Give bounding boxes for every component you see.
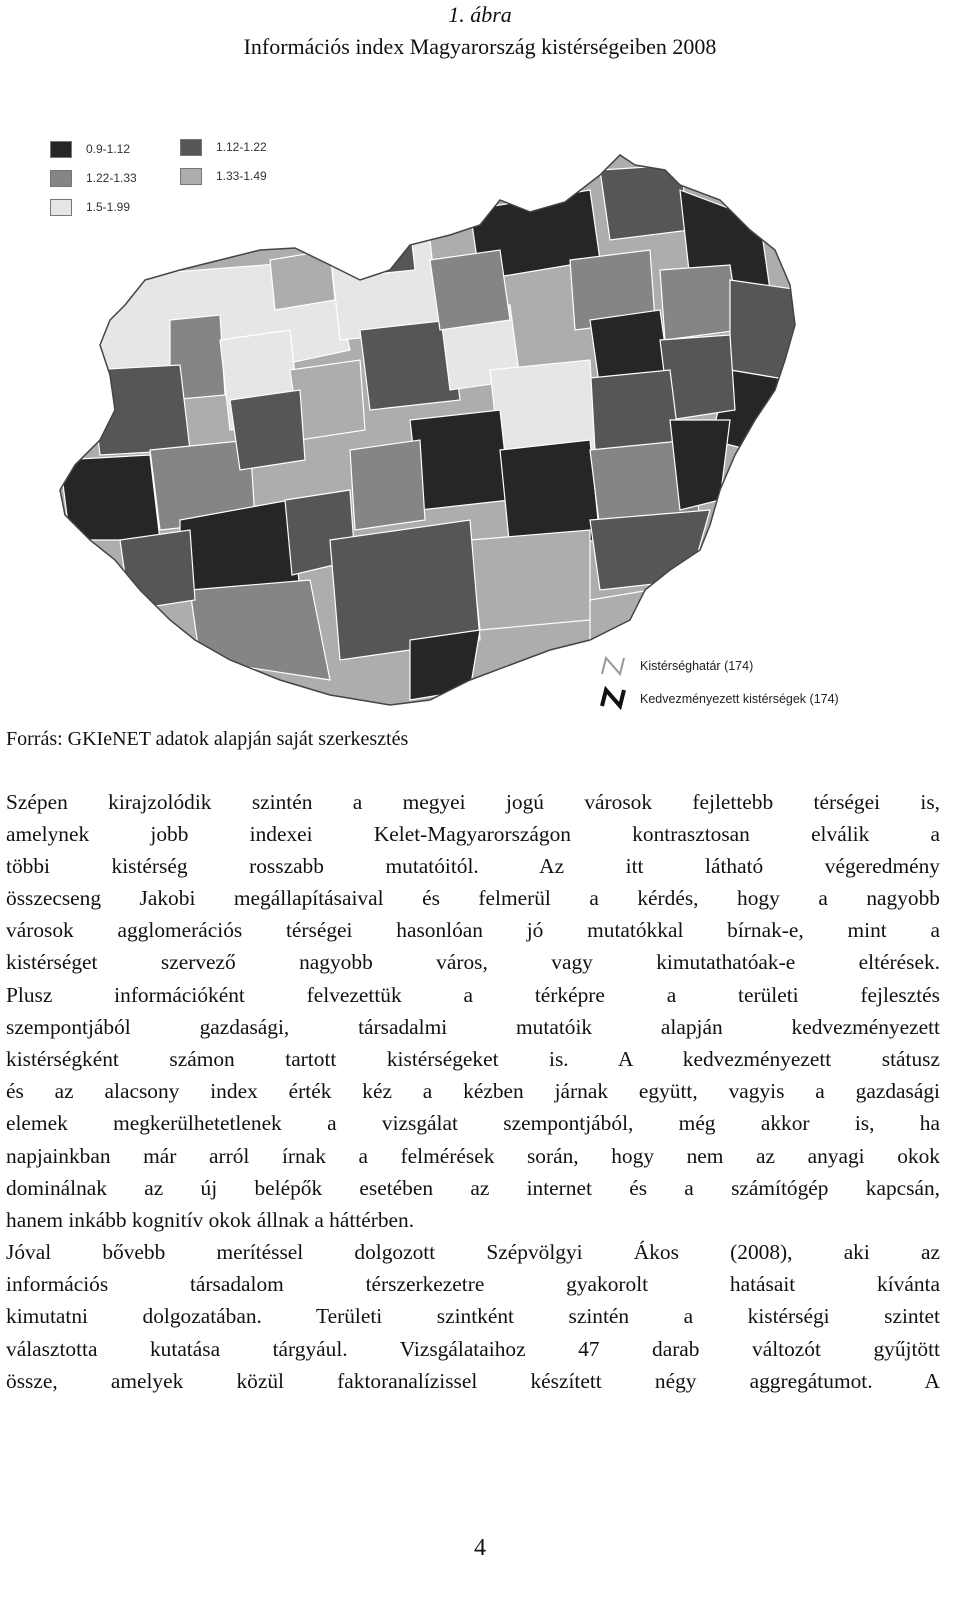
hungary-choropleth-map — [30, 120, 940, 720]
body-line: szempontjából gazdasági, társadalmi mutatóik alapján kedvezményezett — [6, 1015, 940, 1039]
body-line: dominálnak az új belépők esetében az internet és a számítógép kapcsán, — [6, 1176, 940, 1200]
bold-n-line-icon — [598, 686, 630, 710]
figure-number: 1. ábra — [448, 2, 512, 27]
body-line: Szépen kirajzolódik szintén a megyei jogú városok fejlettebb térségei is, — [6, 790, 940, 814]
thin-n-line-icon — [598, 654, 630, 678]
body-line: városok agglomerációs térségei hasonlóan jó mutatókkal bírnak-e, mint a — [6, 918, 940, 942]
legend-swatch-3 — [50, 170, 72, 187]
legend-swatch-5 — [50, 199, 72, 216]
body-line: kistérségként számon tartott kistérségeket is. A kedvezményezett státusz — [6, 1047, 940, 1071]
body-line: össze, amelyek közül faktoranalízissel készített négy aggregátumot. A — [6, 1369, 940, 1393]
body-line: választotta kutatása tárgyául. Vizsgálataihoz 47 darab változót gyűjtött — [6, 1337, 940, 1361]
body-line: és az alacsony index érték kéz a kézben járnak együtt, vagyis a gazdasági — [6, 1079, 940, 1103]
legend-label-5: 1.5-1.99 — [86, 200, 131, 214]
legend-label-4: 1.33-1.49 — [216, 169, 267, 183]
map-key-label-1: Kistérséghatár (174) — [640, 659, 754, 673]
page-number: 4 — [474, 1535, 486, 1561]
body-line: Jóval bővebb merítéssel dolgozott Szépvölgyi Ákos (2008), aki az — [6, 1240, 940, 1264]
body-line: hanem inkább kognitív okok állnak a háttérben. — [6, 1208, 415, 1232]
body-line: összecseng Jakobi megállapításaival és felmerül a kérdés, hogy a nagyobb — [6, 886, 940, 910]
legend-swatch-1 — [50, 141, 72, 158]
figure-caption: Információs index Magyarország kistérségeiben 2008 — [243, 34, 717, 59]
figure-source: Forrás: GKIeNET adatok alapján saját szerkesztés — [6, 728, 409, 750]
body-line: napjainkban már arról írnak a felmérések során, hogy nem az anyagi okok — [6, 1144, 940, 1168]
legend-swatch-2 — [180, 139, 202, 156]
body-line: elemek megkerülhetetlenek a vizsgálat szempontjából, még akkor is, ha — [6, 1111, 940, 1135]
legend-label-3: 1.22-1.33 — [86, 171, 137, 185]
body-line: információs társadalom térszerkezetre gyakorolt hatásait kívánta — [6, 1272, 940, 1296]
body-line: Plusz információként felvezettük a térképre a területi fejlesztés — [6, 983, 940, 1007]
legend-label-2: 1.12-1.22 — [216, 140, 267, 154]
body-line: kimutatni dolgozatában. Területi szintként szintén a kistérségi szintet — [6, 1304, 940, 1328]
body-line: kistérséget szervező nagyobb város, vagy kimutathatóak-e eltérések. — [6, 950, 940, 974]
legend-label-1: 0.9-1.12 — [86, 142, 131, 156]
map-key-label-2: Kedvezményezett kistérségek (174) — [640, 692, 839, 706]
body-line: többi kistérség rosszabb mutatóitól. Az itt látható végeredmény — [6, 854, 940, 878]
legend-swatch-4 — [180, 168, 202, 185]
body-line: amelynek jobb indexei Kelet-Magyarországon kontrasztosan elválik a — [6, 822, 940, 846]
